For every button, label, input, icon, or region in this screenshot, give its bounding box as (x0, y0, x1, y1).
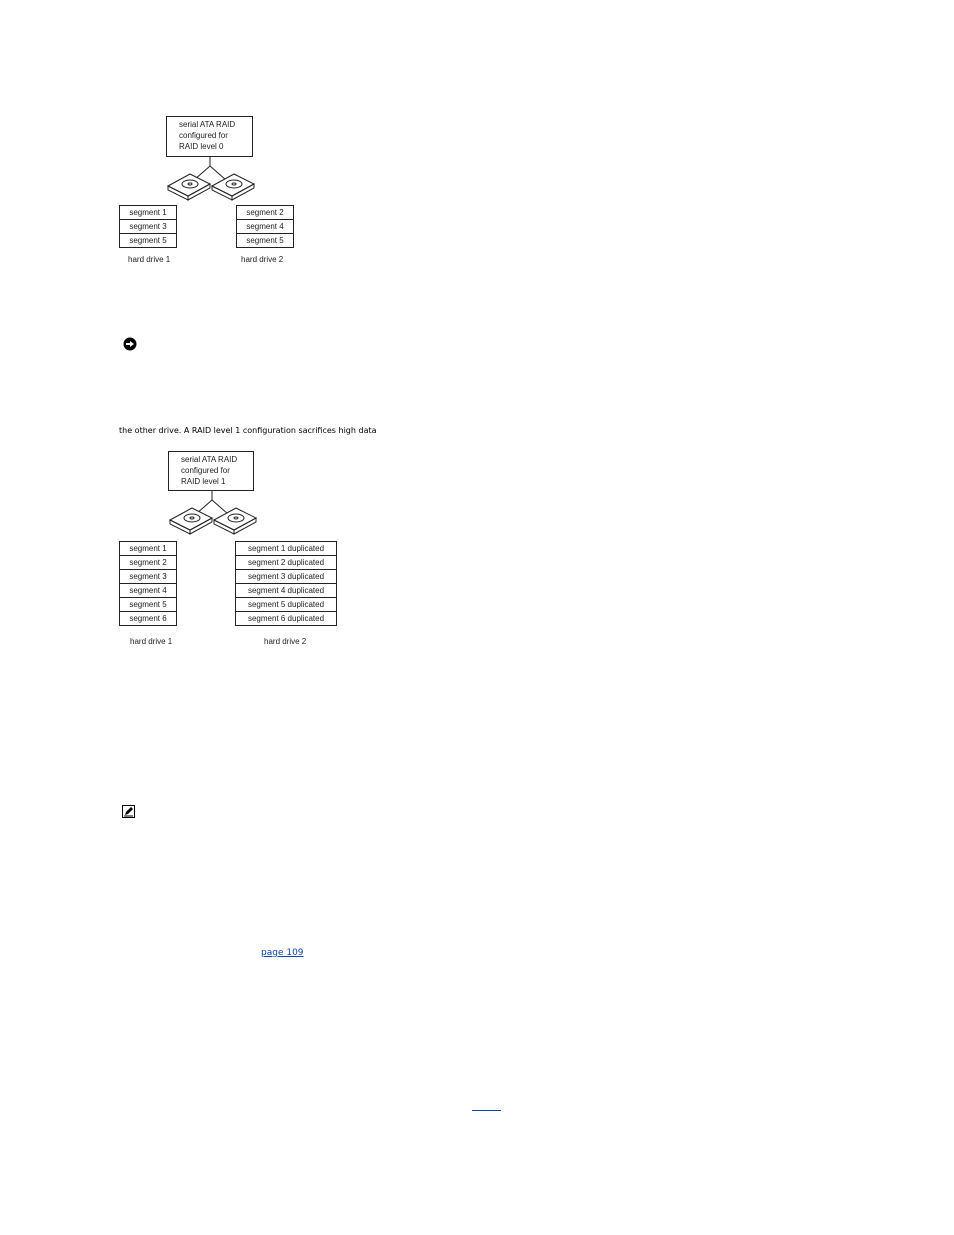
segment-cell: segment 6 (120, 612, 177, 626)
raid0-controller-line-3: RAID level 0 (179, 142, 224, 151)
raid0-drive2-segments (236, 205, 294, 248)
segment-cell: segment 4 (120, 584, 177, 598)
segment-cell: segment 3 (120, 220, 177, 234)
segment-cell: segment 5 (120, 598, 177, 612)
hard-drive-icon (168, 174, 210, 200)
raid1-controller-line-3: RAID level 1 (181, 477, 226, 486)
segment-cell: segment 1 (120, 542, 177, 556)
raid0-controller-line-1: serial ATA RAID (179, 120, 236, 129)
raid0-drive1-label: hard drive 1 (128, 255, 171, 264)
hard-drive-icon (212, 174, 254, 200)
hard-drive-icon (170, 508, 212, 534)
raid0-controller-line-2: configured for (179, 131, 228, 140)
raid1-drive2-label: hard drive 2 (264, 637, 307, 646)
segment-cell: segment 3 (120, 570, 177, 584)
raid1-controller-line-1: serial ATA RAID (181, 455, 238, 464)
segment-cell: segment 1 duplicated (236, 542, 337, 556)
raid1-drive1-label: hard drive 1 (130, 637, 173, 646)
raid0-drive1-segments (119, 205, 177, 248)
segment-cell: segment 5 (237, 234, 294, 248)
raid1-drive1-segments (119, 541, 177, 626)
segment-cell: segment 4 duplicated (236, 584, 337, 598)
segment-cell: segment 2 duplicated (236, 556, 337, 570)
raid1-controller-box (168, 451, 254, 491)
segment-cell: segment 5 duplicated (236, 598, 337, 612)
segment-cell: segment 1 (120, 206, 177, 220)
raid0-drives-illustration (160, 156, 270, 202)
notice-icon (123, 337, 137, 351)
segment-cell: segment 2 (120, 556, 177, 570)
raid1-controller-line-2: configured for (181, 466, 230, 475)
raid0-drive2-label: hard drive 2 (241, 255, 284, 264)
segment-cell: segment 5 (120, 234, 177, 248)
blank-link-underline[interactable] (472, 1110, 501, 1111)
segment-cell: segment 3 duplicated (236, 570, 337, 584)
segment-cell: segment 6 duplicated (236, 612, 337, 626)
raid0-controller-box (166, 116, 253, 157)
page-109-link[interactable]: page 109 (261, 948, 304, 958)
raid1-drives-illustration (162, 490, 272, 536)
raid1-description-fragment: the other drive. A RAID level 1 configuration sacrifices high data (119, 426, 377, 435)
note-icon (122, 805, 135, 818)
segment-cell: segment 4 (237, 220, 294, 234)
raid1-drive2-segments (235, 541, 337, 626)
segment-cell: segment 2 (237, 206, 294, 220)
hard-drive-icon (214, 508, 256, 534)
